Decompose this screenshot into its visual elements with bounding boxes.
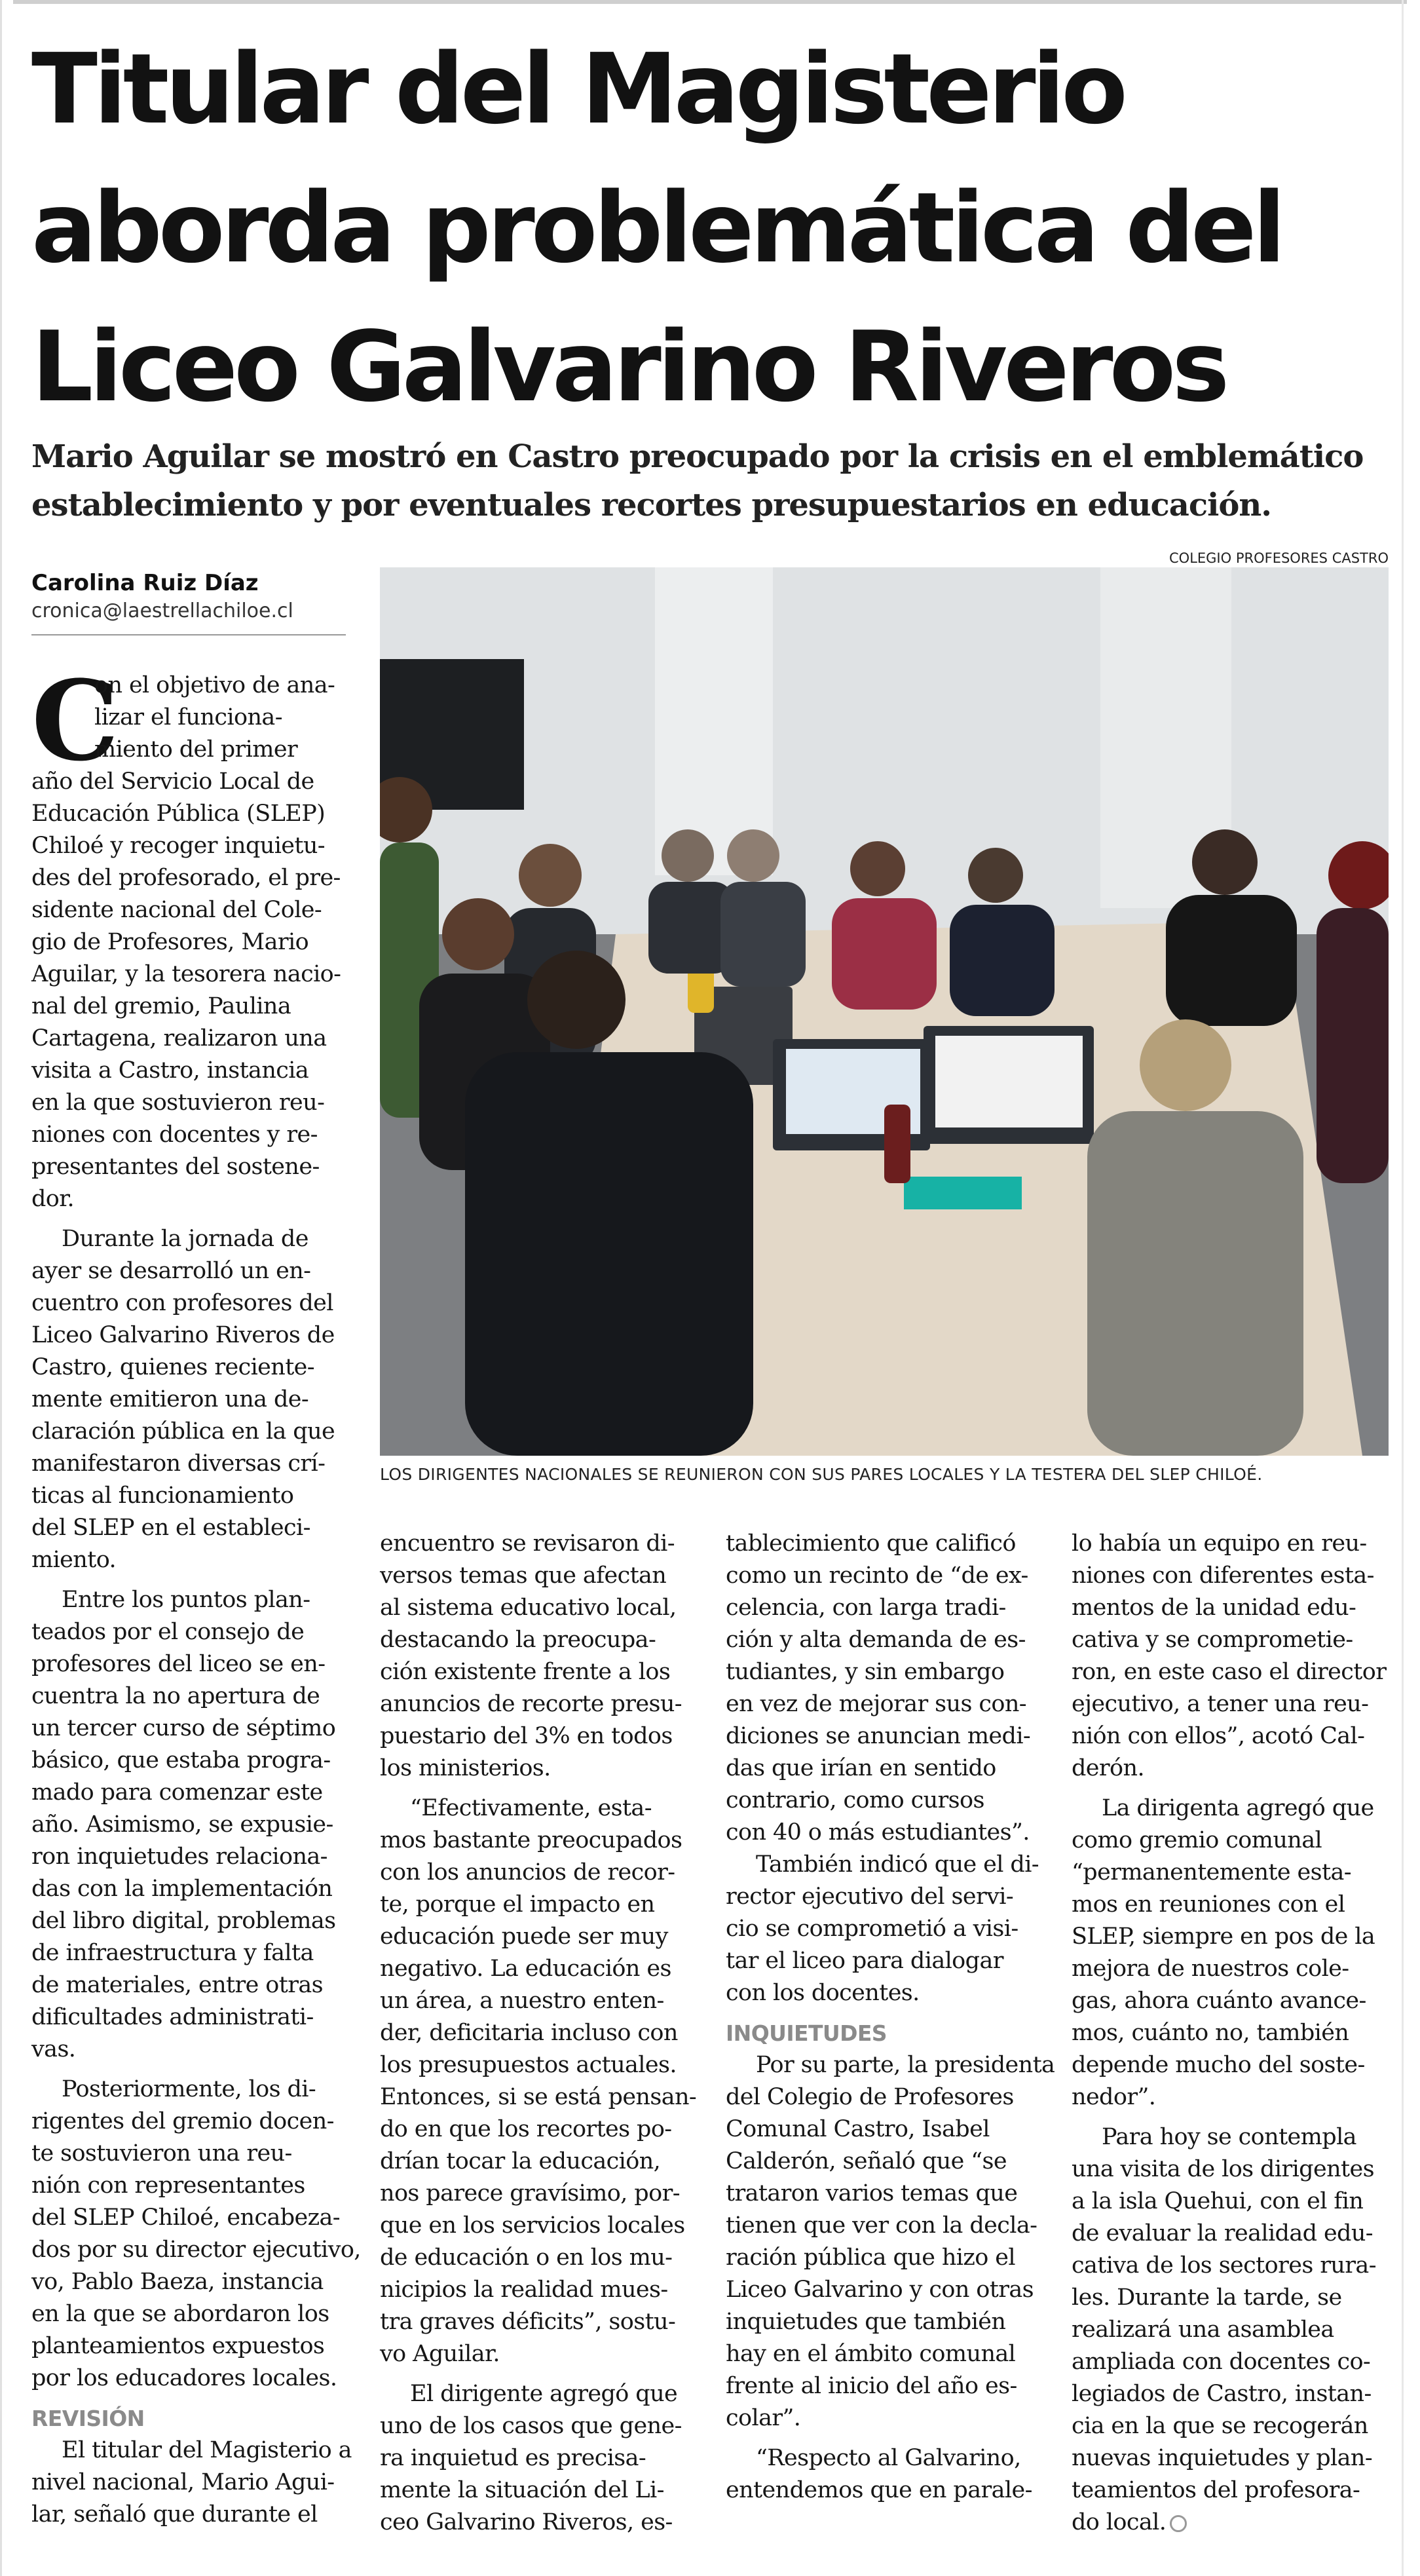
body-text-line: Posteriormente, los di- <box>62 2076 316 2102</box>
deck <box>31 432 1394 529</box>
body-text-line: de educación o en los mu- <box>380 2245 673 2271</box>
body-text-line: do en que los recortes po- <box>380 2116 672 2142</box>
body-text-line: mente la situación del Li- <box>380 2477 664 2503</box>
body-text-line: ración pública que hizo el <box>726 2245 1015 2271</box>
body-text-line: Castro, quienes reciente- <box>31 1354 315 1380</box>
body-text-line: ción y alta demanda de es- <box>726 1627 1026 1653</box>
body-text-line: drían tocar la educación, <box>380 2148 661 2174</box>
body-text-line: un área, a nuestro enten- <box>380 1988 664 2014</box>
body-text-line: ción existente frente a los <box>380 1659 671 1685</box>
paragraph-gap <box>1072 1785 1389 1792</box>
top-rule <box>13 0 1407 4</box>
photo-caption: LOS DIRIGENTES NACIONALES SE REUNIERON CON SUS PARES LOCALES Y LA TESTERA DEL SLEP CHILOÉ. <box>380 1465 1263 1484</box>
body-column-1 <box>31 656 361 2531</box>
paragraph-gap <box>31 1215 346 1223</box>
body-text-line: en la que se abordaron los <box>31 2301 329 2327</box>
body-text-line: profesores del liceo se en- <box>31 1651 326 1677</box>
body-text-line: encuentro se revisaron di- <box>380 1530 675 1557</box>
body-text-line: puestario del 3% en todos <box>380 1723 673 1749</box>
body-text-line: tablecimiento que calificó <box>726 1530 1016 1557</box>
body-text-line: educación puede ser muy <box>380 1923 668 1950</box>
body-text-line: les. Durante la tarde, se <box>1072 2284 1342 2311</box>
body-text-line: trataron varios temas que <box>726 2180 1018 2207</box>
body-text-line: tar el liceo para dialogar <box>726 1948 1003 1974</box>
body-text-line: uno de los casos que gene- <box>380 2413 682 2439</box>
headline-line: Liceo Galvarino Riveros <box>31 311 1226 423</box>
body-text-line: en vez de mejorar sus con- <box>726 1691 1026 1717</box>
body-text-line: básico, que estaba progra- <box>31 1747 331 1773</box>
body-text-line: Comunal Castro, Isabel <box>726 2116 990 2142</box>
body-text-line: año. Asimismo, se expusie- <box>31 1811 333 1838</box>
body-text-line: También indicó que el di- <box>756 1851 1039 1878</box>
body-text-line: “Efectivamente, esta- <box>410 1795 652 1821</box>
body-text-line: nicipios la realidad mues- <box>380 2277 668 2303</box>
body-text-line: como un recinto de “de ex- <box>726 1563 1028 1589</box>
body-text-line: versos temas que afectan <box>380 1563 667 1589</box>
body-text-line: La dirigenta agregó que <box>1102 1795 1374 1821</box>
body-text-line: tudiantes, y sin embargo <box>726 1659 1005 1685</box>
body-text-line: mado para comenzar este <box>31 1779 323 1806</box>
body-text-line: nos parece gravísimo, por- <box>380 2180 680 2207</box>
body-text-line: dificultades administrati- <box>31 2004 314 2030</box>
body-text-line: Cartagena, realizaron una <box>31 1025 327 1051</box>
body-text-line: de materiales, entre otras <box>31 1972 323 1998</box>
body-text-line: “Respecto al Galvarino, <box>756 2445 1021 2471</box>
paragraph-gap <box>1072 2113 1389 2121</box>
body-text-line: que en los servicios locales <box>380 2212 685 2239</box>
body-text-line: ayer se desarrolló un en- <box>31 1258 311 1284</box>
body-text-line: dor. <box>31 1186 75 1212</box>
end-of-article-icon <box>1170 2515 1187 2532</box>
body-text-line: visita a Castro, instancia <box>31 1057 309 1084</box>
paragraph-gap <box>31 1576 346 1584</box>
body-text-line: del SLEP en el estableci- <box>31 1515 310 1541</box>
headline <box>31 20 1394 436</box>
body-text-line: gas, ahora cuánto avance- <box>1072 1988 1366 2014</box>
body-text-line: vo, Pablo Baeza, instancia <box>31 2269 324 2295</box>
body-text-line: destacando la preocupa- <box>380 1627 656 1653</box>
body-text-line: mente emitieron una de- <box>31 1386 309 1412</box>
paragraph-gap <box>380 2370 694 2378</box>
body-text-line: Aguilar, y la tesorera nacio- <box>31 961 341 987</box>
body-text-line: con 40 o más estudiantes”. <box>726 1819 1030 1846</box>
body-text-line: mos bastante preocupados <box>380 1827 682 1853</box>
body-text-line: El titular del Magisterio a <box>62 2437 352 2463</box>
body-text-line: te, porque el impacto en <box>380 1891 655 1918</box>
body-text-line: negativo. La educación es <box>380 1956 671 1982</box>
body-text-line: der, deficitaria incluso con <box>380 2020 678 2046</box>
body-text-line: cuentro con profesores del <box>31 1290 333 1316</box>
body-text-line: manifestaron diversas crí- <box>31 1450 326 1477</box>
body-text-line: del Colegio de Profesores <box>726 2084 1014 2110</box>
body-text-line: Para hoy se contempla <box>1102 2124 1356 2150</box>
body-text-line: como gremio comunal <box>1072 1827 1322 1853</box>
photo-credit: COLEGIO PROFESORES CASTRO <box>1169 550 1389 566</box>
body-text-line: por los educadores locales. <box>31 2365 337 2391</box>
body-text-line: Entonces, si se está pensan- <box>380 2084 697 2110</box>
body-text-line: derón. <box>1072 1755 1144 1781</box>
body-text-line: mos en reuniones con el <box>1072 1891 1345 1918</box>
body-text-line: ron inquietudes relaciona- <box>31 1844 327 1870</box>
body-text-line: ampliada con docentes co- <box>1072 2349 1371 2375</box>
byline-divider <box>31 634 346 635</box>
body-text-line: tra graves déficits”, sostu- <box>380 2309 676 2335</box>
body-text-line: Durante la jornada de <box>62 1226 308 1252</box>
page-edge-left <box>0 0 2 2576</box>
body-text-line: El dirigente agregó que <box>410 2381 678 2407</box>
body-text-line: mentos de la unidad edu- <box>1072 1595 1356 1621</box>
body-text-line: mejora de nuestros cole- <box>1072 1956 1349 1982</box>
body-text-line: Entre los puntos plan- <box>62 1587 310 1613</box>
body-text-line: nuevas inquietudes y plan- <box>1072 2445 1373 2471</box>
body-text-line: des del profesorado, el pre- <box>31 865 341 891</box>
body-text-line: vo Aguilar. <box>380 2341 500 2367</box>
body-text-line: ron, en este caso el director <box>1072 1659 1387 1685</box>
body-text-line: diciones se anuncian medi- <box>726 1723 1031 1749</box>
body-text-line: do local. <box>1072 2507 1389 2539</box>
body-text-line: nedor”. <box>1072 2084 1156 2110</box>
body-text-line: realizará una asamblea <box>1072 2317 1334 2343</box>
body-text-line: ejecutivo, a tener una reu- <box>1072 1691 1369 1717</box>
body-text-line: teamientos del profesora- <box>1072 2477 1360 2503</box>
body-text-line: cativa de los sectores rura- <box>1072 2252 1376 2279</box>
body-text-line: das con la implementación <box>31 1876 333 1902</box>
body-text-line: SLEP, siempre en pos de la <box>1072 1923 1375 1950</box>
body-text-line: rector ejecutivo del servi- <box>726 1884 1014 1910</box>
body-text-line: los presupuestos actuales. <box>380 2052 677 2078</box>
body-text-line: en la que sostuvieron reu- <box>31 1089 325 1116</box>
body-text-line: gio de Profesores, Mario <box>31 929 309 955</box>
body-text-line: sidente nacional del Cole- <box>31 897 322 923</box>
body-text-line: vas. <box>31 2036 76 2062</box>
page-edge-right <box>1402 0 1404 2576</box>
body-text-line: anuncios de recorte presu- <box>380 1691 682 1717</box>
headline-line: Titular del Magisterio <box>31 33 1124 145</box>
body-column-2 <box>380 1528 697 2539</box>
body-text-line: un tercer curso de séptimo <box>31 1715 336 1741</box>
body-text-line: lo había un equipo en reu- <box>1072 1530 1367 1557</box>
body-text-line: Liceo Galvarino Riveros de <box>31 1322 335 1348</box>
deck-line: Mario Aguilar se mostró en Castro preocupado por la crisis en el emblemático <box>31 438 1364 475</box>
body-text-line: una visita de los dirigentes <box>1072 2156 1374 2182</box>
paragraph-gap <box>31 2395 346 2402</box>
body-text-line: ceo Galvarino Riveros, es- <box>380 2509 673 2535</box>
section-subheading: INQUIETUDES <box>726 2020 887 2046</box>
body-text-line: ticas al funcionamiento <box>31 1483 294 1509</box>
deck-line: establecimiento y por eventuales recortes presupuestarios en educación. <box>31 487 1271 523</box>
body-text-line: colar”. <box>726 2405 801 2431</box>
author-email: cronica@laestrellachiloe.cl <box>31 599 293 622</box>
body-text-line: con los anuncios de recor- <box>380 1859 675 1885</box>
body-text-line: cativa y se comprometie- <box>1072 1627 1353 1653</box>
body-text-line: te sostuvieron una reu- <box>31 2140 292 2167</box>
body-text-line: miento del primer <box>94 736 298 763</box>
body-text-line: frente al inicio del año es- <box>726 2373 1017 2399</box>
body-text-line: Chiloé y recoger inquietu- <box>31 833 326 859</box>
body-text-line: hay en el ámbito comunal <box>726 2341 1016 2367</box>
body-text-line: dos por su director ejecutivo, <box>31 2237 361 2263</box>
body-text-line: Liceo Galvarino y con otras <box>726 2277 1034 2303</box>
body-text-line: lar, señaló que durante el <box>31 2501 318 2528</box>
body-text-line: legiados de Castro, instan- <box>1072 2381 1372 2407</box>
body-text-line: Calderón, señaló que “se <box>726 2148 1007 2174</box>
body-text-line: los ministerios. <box>380 1755 551 1781</box>
paragraph-gap <box>726 2434 1040 2442</box>
body-text-line: cio se comprometió a visi- <box>726 1916 1018 1942</box>
body-column-3 <box>726 1528 1055 2507</box>
body-text-line: teados por el consejo de <box>31 1619 305 1645</box>
body-text-line: año del Servicio Local de <box>31 768 314 795</box>
author-name: Carolina Ruiz Díaz <box>31 570 259 596</box>
drop-cap: C <box>31 656 119 786</box>
body-text-line: del SLEP Chiloé, encabeza- <box>31 2205 340 2231</box>
body-text-line: Educación Pública (SLEP) <box>31 801 326 827</box>
headline-line: aborda problemática del <box>31 172 1282 284</box>
body-text-line: al sistema educativo local, <box>380 1595 677 1621</box>
body-text-line: claración pública en la que <box>31 1418 335 1445</box>
body-text-line: a la isla Quehui, con el fin <box>1072 2188 1364 2214</box>
body-text-line: planteamientos expuestos <box>31 2333 325 2359</box>
body-text-line: cia en la que se recogerán <box>1072 2413 1368 2439</box>
body-text-line: “permanentemente esta- <box>1072 1859 1351 1885</box>
paragraph-gap <box>380 1785 694 1792</box>
body-text-line: nión con representantes <box>31 2172 305 2199</box>
body-text-line: niones con docentes y re- <box>31 1122 318 1148</box>
body-text-line: entendemos que en parale- <box>726 2477 1032 2503</box>
byline <box>31 569 346 635</box>
body-text-line: de infraestructura y falta <box>31 1940 314 1966</box>
body-text-line: mos, cuánto no, también <box>1072 2020 1349 2046</box>
body-text-line: das que irían en sentido <box>726 1755 996 1781</box>
body-text-line: celencia, con larga tradi- <box>726 1595 1006 1621</box>
section-subheading: REVISIÓN <box>31 2406 145 2431</box>
paragraph-gap <box>31 2066 346 2074</box>
paragraph-gap <box>726 2009 1040 2017</box>
body-text-line: depende mucho del soste- <box>1072 2052 1365 2078</box>
body-text-line: del libro digital, problemas <box>31 1908 336 1934</box>
meeting-photo <box>380 567 1389 1456</box>
body-text-line: nal del gremio, Paulina <box>31 993 291 1019</box>
body-text-line: on el objetivo de ana- <box>94 672 335 698</box>
body-text-line: ra inquietud es precisa- <box>380 2445 646 2471</box>
body-text-line: nivel nacional, Mario Agui- <box>31 2469 335 2495</box>
body-text-line: inquietudes que también <box>726 2309 1006 2335</box>
body-text-line: Por su parte, la presidenta <box>756 2052 1055 2078</box>
body-text-line: con los docentes. <box>726 1980 920 2006</box>
body-text-line: tienen que ver con la decla- <box>726 2212 1037 2239</box>
body-text-line: lizar el funciona- <box>94 704 282 730</box>
body-text-line: cuentra la no apertura de <box>31 1683 320 1709</box>
body-text-line: presentantes del sostene- <box>31 1154 320 1180</box>
body-text-line: miento. <box>31 1547 117 1573</box>
body-text-line: de evaluar la realidad edu- <box>1072 2220 1373 2246</box>
body-text-line: niones con diferentes esta- <box>1072 1563 1374 1589</box>
body-text-line: rigentes del gremio docen- <box>31 2108 334 2134</box>
body-text-line: nión con ellos”, acotó Cal- <box>1072 1723 1365 1749</box>
body-text-line: contrario, como cursos <box>726 1787 984 1813</box>
body-column-4 <box>1072 1528 1389 2539</box>
